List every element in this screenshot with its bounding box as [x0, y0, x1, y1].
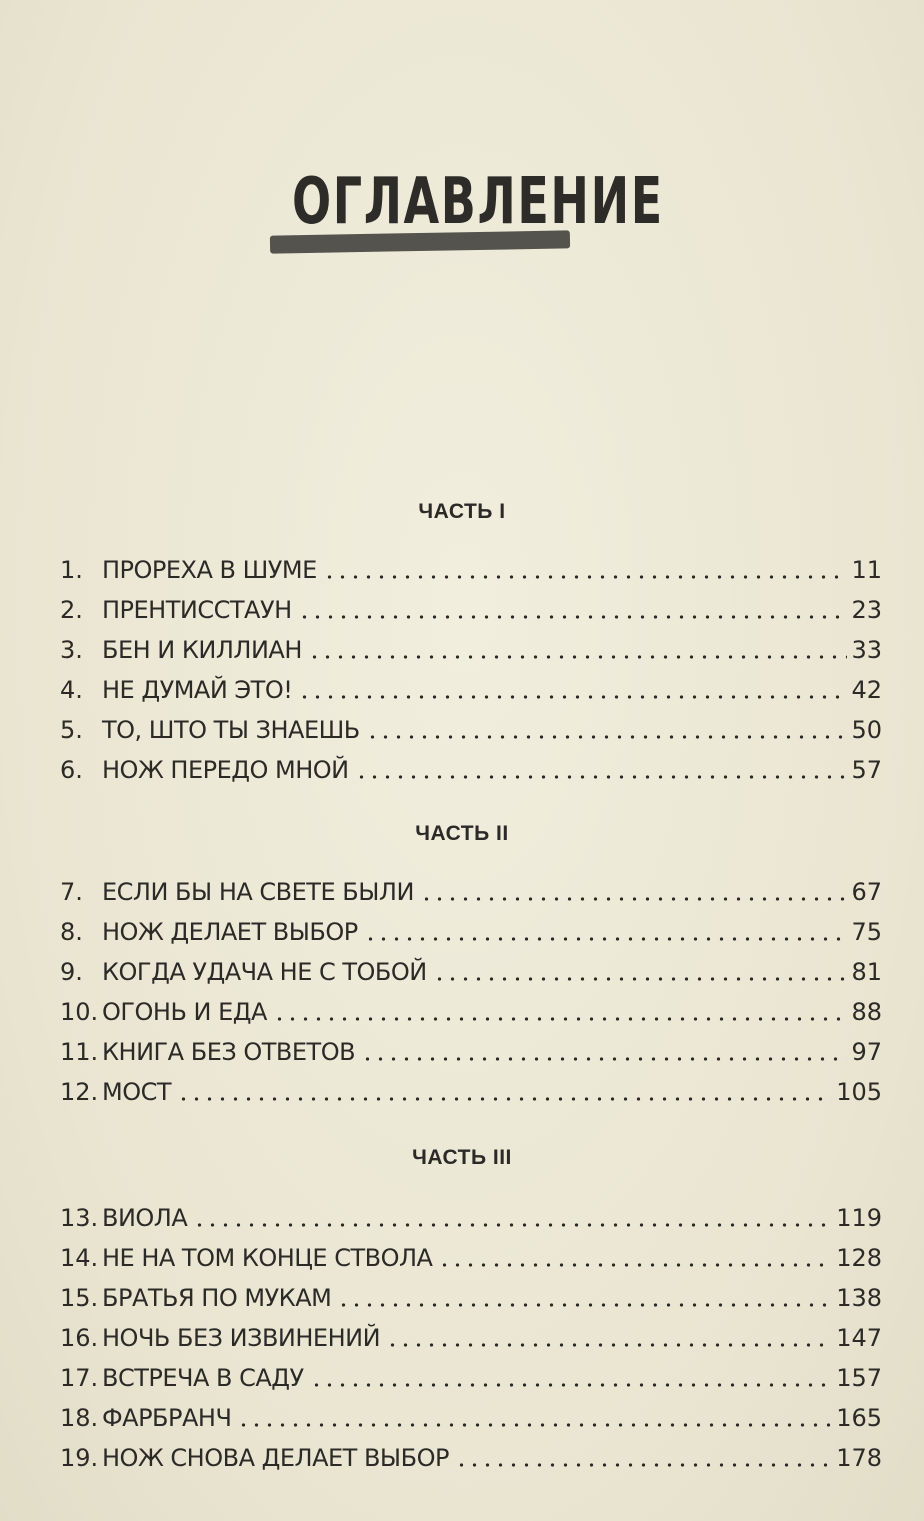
dot-leader: [455, 1463, 832, 1467]
chapter-title: ПРОРЕХА В ШУМЕ: [102, 556, 317, 584]
chapter-number: 4.: [60, 676, 83, 704]
dot-leader: [438, 1263, 832, 1267]
chapter-title: ЕСЛИ БЫ НА СВЕТЕ БЫЛИ: [102, 878, 414, 906]
toc-entry: [60, 632, 882, 664]
toc-entry: [60, 672, 882, 704]
chapter-number: 1.: [60, 556, 83, 584]
part-2-heading: ЧАСТЬ II: [415, 822, 509, 845]
page-number: 165: [836, 1404, 882, 1432]
chapter-title: БРАТЬЯ ПО МУКАМ: [102, 1284, 332, 1312]
chapter-title: КОГДА УДАЧА НЕ С ТОБОЙ: [102, 958, 427, 986]
chapter-title: НОЧЬ БЕЗ ИЗВИНЕНИЙ: [102, 1324, 381, 1352]
chapter-number: 16.: [60, 1324, 99, 1352]
toc-entry: [60, 1074, 882, 1106]
chapter-number: 5.: [60, 716, 83, 744]
page-number: 11: [851, 556, 882, 584]
toc-entry: [60, 1280, 882, 1312]
toc-entry: [60, 1240, 882, 1272]
dot-leader: [177, 1097, 832, 1101]
page-number: 33: [851, 636, 882, 664]
part-3-heading: ЧАСТЬ III: [412, 1146, 512, 1169]
dot-leader: [420, 897, 848, 901]
toc-entry: [60, 874, 882, 906]
page-number: 178: [836, 1444, 882, 1472]
page-number: 105: [836, 1078, 882, 1106]
page-number: 138: [836, 1284, 882, 1312]
part-1-heading: ЧАСТЬ I: [418, 500, 506, 523]
page-number: 42: [851, 676, 882, 704]
dot-leader: [298, 695, 847, 699]
toc-entry: [60, 994, 882, 1026]
toc-entry: [60, 1400, 882, 1432]
page-number: 50: [851, 716, 882, 744]
dot-leader: [433, 977, 848, 981]
dot-leader: [310, 1383, 833, 1387]
page-number: 23: [851, 596, 882, 624]
chapter-title: ОГОНЬ И ЕДА: [102, 998, 267, 1026]
chapter-number: 9.: [60, 958, 83, 986]
dot-leader: [355, 775, 848, 779]
dot-leader: [364, 937, 848, 941]
toc-entry: [60, 1034, 882, 1066]
toc-entry: [60, 552, 882, 584]
chapter-title: НОЖ ПЕРЕДО МНОЙ: [102, 756, 349, 784]
chapter-number: 17.: [60, 1364, 99, 1392]
page-number: 157: [836, 1364, 882, 1392]
page-title: ОГЛАВЛЕНИЕ: [292, 165, 664, 239]
chapter-title: КНИГА БЕЗ ОТВЕТОВ: [102, 1038, 356, 1066]
toc-entry: [60, 1200, 882, 1232]
chapter-title: БЕН И КИЛЛИАН: [102, 636, 302, 664]
page-number: 67: [851, 878, 882, 906]
chapter-title: НОЖ ДЕЛАЕТ ВЫБОР: [102, 918, 358, 946]
chapter-title: ФАРБРАНЧ: [102, 1404, 232, 1432]
page-number: 75: [851, 918, 882, 946]
page-number: 57: [851, 756, 882, 784]
page-number: 128: [836, 1244, 882, 1272]
dot-leader: [298, 615, 848, 619]
chapter-number: 2.: [60, 596, 83, 624]
chapter-title: МОСТ: [102, 1078, 172, 1106]
chapter-title: ВСТРЕЧА В САДУ: [102, 1364, 304, 1392]
dot-leader: [323, 575, 848, 579]
chapter-number: 19.: [60, 1444, 99, 1472]
toc-entry: [60, 1360, 882, 1392]
dot-leader: [273, 1017, 847, 1021]
toc-entry: [60, 1320, 882, 1352]
page-number: 97: [851, 1038, 882, 1066]
chapter-number: 3.: [60, 636, 83, 664]
dot-leader: [237, 1423, 832, 1427]
chapter-title: НЕ ДУМАЙ ЭТО!: [102, 676, 293, 704]
chapter-title: ВИОЛА: [102, 1204, 188, 1232]
page-number: 147: [836, 1324, 882, 1352]
chapter-number: 8.: [60, 918, 83, 946]
chapter-number: 12.: [60, 1078, 99, 1106]
toc-entry: [60, 1440, 882, 1472]
chapter-number: 10.: [60, 998, 99, 1026]
page-number: 119: [836, 1204, 882, 1232]
dot-leader: [386, 1343, 832, 1347]
toc-entry: [60, 954, 882, 986]
toc-entry: [60, 592, 882, 624]
chapter-title: НЕ НА ТОМ КОНЦЕ СТВОЛА: [102, 1244, 433, 1272]
dot-leader: [308, 655, 848, 659]
chapter-number: 15.: [60, 1284, 99, 1312]
dot-leader: [337, 1303, 832, 1307]
chapter-number: 14.: [60, 1244, 99, 1272]
chapter-title: ТО, ШТО ТЫ ЗНАЕШЬ: [102, 716, 360, 744]
chapter-number: 13.: [60, 1204, 99, 1232]
dot-leader: [193, 1223, 832, 1227]
dot-leader: [361, 1057, 847, 1061]
page-number: 88: [851, 998, 882, 1026]
dot-leader: [366, 735, 848, 739]
chapter-title: ПРЕНТИССТАУН: [102, 596, 292, 624]
page-number: 81: [851, 958, 882, 986]
toc-entry: [60, 752, 882, 784]
chapter-number: 6.: [60, 756, 83, 784]
title-block: [270, 165, 664, 255]
chapter-title: НОЖ СНОВА ДЕЛАЕТ ВЫБОР: [102, 1444, 449, 1472]
chapter-number: 18.: [60, 1404, 99, 1432]
toc-entry: [60, 914, 882, 946]
toc-entry: [60, 712, 882, 744]
chapter-number: 11.: [60, 1038, 99, 1066]
chapter-number: 7.: [60, 878, 83, 906]
